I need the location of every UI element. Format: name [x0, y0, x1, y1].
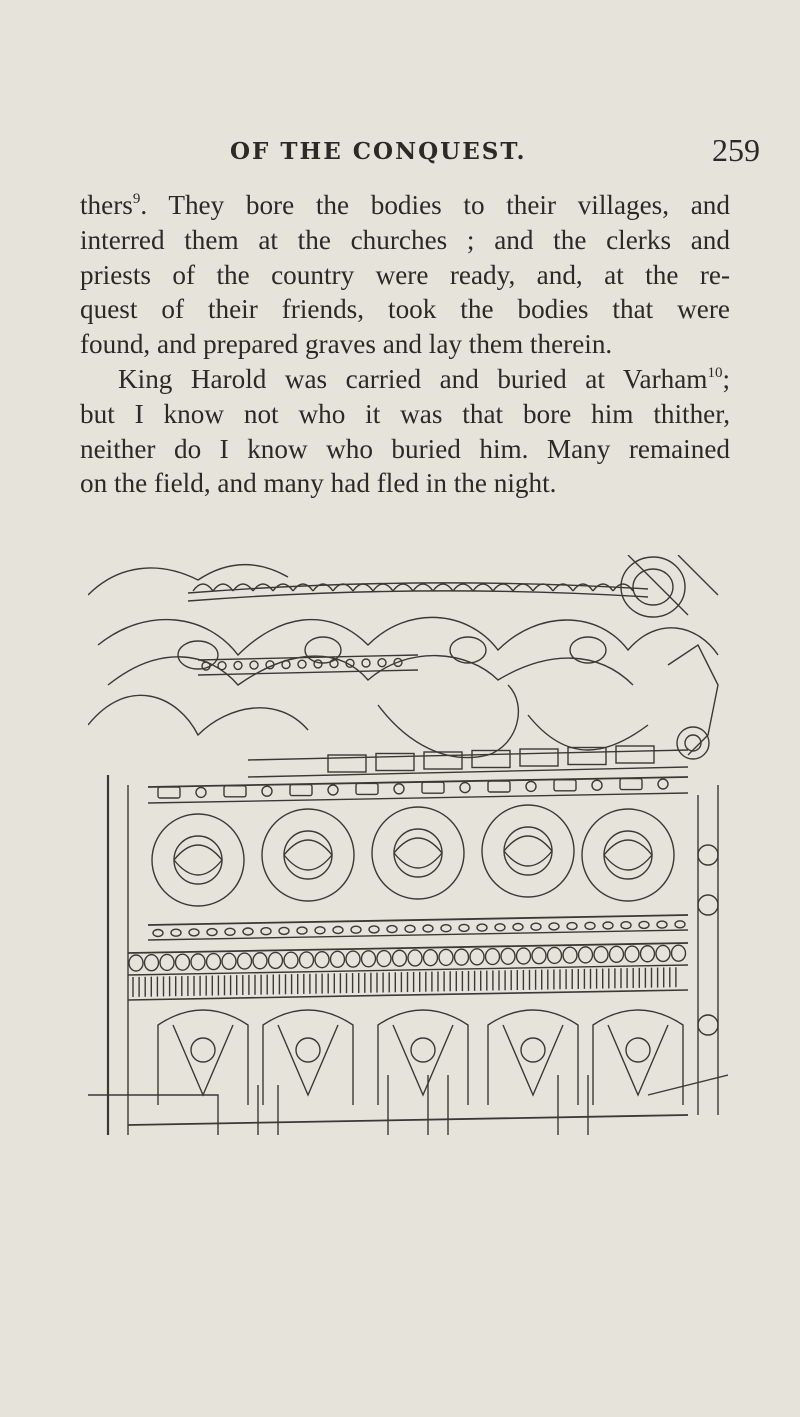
text-line: neither do I know who buried him. Many remained	[80, 433, 730, 464]
text-line: quest of their friends, took the bodies that were	[80, 294, 730, 325]
text-line: King Harold was carried and buried at Varham$^{10}$;	[118, 363, 730, 394]
footnote-marker: 10	[707, 364, 723, 381]
text-line: interred them at the churches ; and the clerks and	[80, 224, 730, 255]
text-line: thers$^9$. They bore the bodies to their villages, and	[80, 190, 730, 220]
text-line: but I know not who it was that bore him thither,	[80, 398, 730, 429]
page-header	[230, 132, 760, 178]
running-head: OF THE CONQUEST.	[230, 138, 527, 165]
ornament-engraving	[88, 555, 728, 1135]
body-text	[80, 188, 730, 501]
text-line: found, and prepared graves and lay them therein.	[80, 329, 613, 360]
footnote-marker: 9	[132, 191, 141, 207]
text-line: on the field, and many had fled in the night.	[80, 468, 557, 499]
text-line: priests of the country were ready, and, at the re-	[80, 259, 730, 290]
page-number: 259	[712, 132, 760, 168]
